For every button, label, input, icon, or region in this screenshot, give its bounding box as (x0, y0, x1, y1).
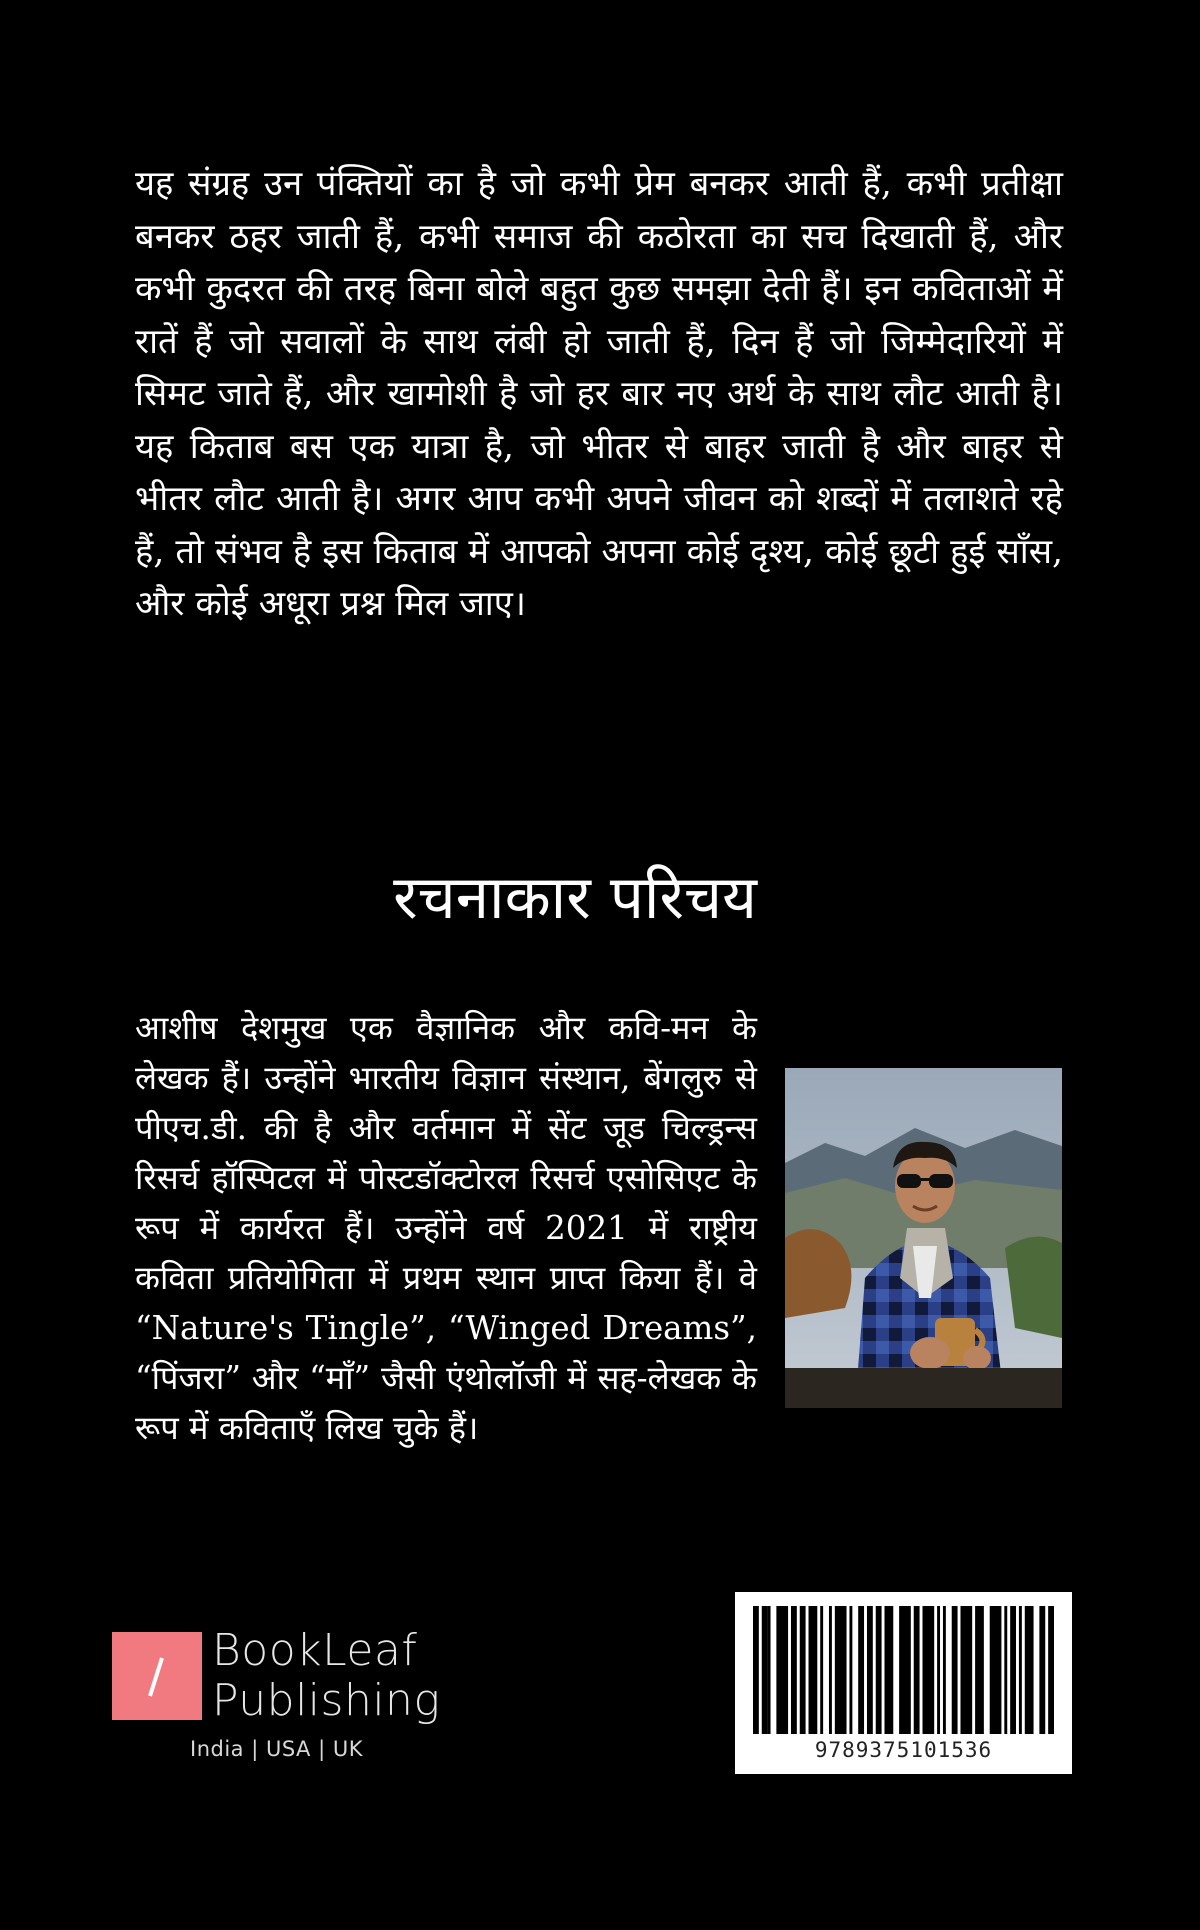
barcode-bar (776, 1606, 788, 1734)
barcode-bar (990, 1606, 1002, 1734)
barcode-bar (768, 1606, 771, 1734)
barcode (735, 1592, 1072, 1774)
barcode-bar (800, 1606, 806, 1734)
barcode-bar (867, 1606, 873, 1734)
barcode-bar (1048, 1606, 1054, 1734)
barcode-bar (1025, 1606, 1034, 1734)
author-section-title: रचनाकार परिचय (393, 863, 757, 933)
barcode-bar (791, 1606, 797, 1734)
barcode-bar (937, 1606, 940, 1734)
barcode-bar (1019, 1606, 1022, 1734)
barcode-bar (960, 1606, 972, 1734)
barcode-bar (923, 1606, 935, 1734)
book-blurb: यह संग्रह उन पंक्तियों का है जो कभी प्रेम बनकर आती हैं, कभी प्रतीक्षा बनकर ठहर जाती हैं, कभी समाज की कठोरता का सच दिखाती हैं, और कभी कुदरत की तरह बिना बोले बहुत कुछ समझा देती हैं। इन कविताओं में रातें हैं जो सवालों के साथ लंबी हो जाती हैं, दिन हैं जो जिम्मेदारियों में सिमट जाते हैं, और खामोशी है जो हर बार नए अर्थ के साथ लौट आती है। यह किताब बस एक यात्रा है, जो भीतर से बाहर जाती है और बाहर से भीतर लौट आती है। अगर आप कभी अपने जीवन को शब्दों में तलाशते रहे हैं, तो संभव है इस किताब में आपको अपना कोई दृश्य, कोई छूटी हुई साँस, और कोई अधूरा प्रश्न मिल जाए। (135, 164, 1063, 624)
author-bio: आशीष देशमुख एक वैज्ञानिक और कवि-मन के लेखक हैं। उन्होंने भारतीय विज्ञान संस्थान, बेंगलुरु से पीएच.डी. की है और वर्तमान में सेंट जूड चिल्ड्रन्स रिसर्च हॉस्पिटल में पोस्टडॉक्टोरल रिसर्च एसोसिएट के रूप में कार्यरत हैं। उन्होंने वर्ष 2021 में राष्ट्रीय कविता प्रतियोगिता में प्रथम स्थान प्राप्त किया हैं। वे “Nature's Tingle”, “Winged Dreams”, “पिंजरा” और “माँ” जैसी एंथोलॉजी में सह-लेखक के रूप में कविताएँ लिख चुके हैं। (135, 1009, 757, 1447)
barcode-bar (1039, 1606, 1045, 1734)
barcode-bar (762, 1606, 768, 1734)
barcode-bar (849, 1606, 852, 1734)
author-photo (785, 1068, 1062, 1408)
barcode-bar (943, 1606, 946, 1734)
publisher-regions: India | USA | UK (190, 1737, 363, 1761)
barcode-bar (952, 1606, 958, 1734)
publisher-logo (112, 1632, 202, 1720)
publisher-name-line2: Publishing (212, 1675, 441, 1726)
barcode-bar (1010, 1606, 1016, 1734)
barcode-bar (885, 1606, 894, 1734)
isbn-number: 9789375101536 (814, 1738, 993, 1762)
barcode-bar (899, 1606, 911, 1734)
barcode-bar (914, 1606, 920, 1734)
barcode-bar (835, 1606, 847, 1734)
barcode-bar (809, 1606, 818, 1734)
barcode-bar (829, 1606, 832, 1734)
publisher-name-line1: BookLeaf (212, 1625, 418, 1676)
barcode-bar (753, 1606, 759, 1734)
barcode-bar (1004, 1606, 1007, 1734)
barcode-bar (820, 1606, 823, 1734)
barcode-bar (975, 1606, 984, 1734)
slash-logo-icon (112, 1632, 202, 1720)
barcode-bar (858, 1606, 864, 1734)
barcode-bar (876, 1606, 882, 1734)
barcode-icon (753, 1606, 1054, 1734)
